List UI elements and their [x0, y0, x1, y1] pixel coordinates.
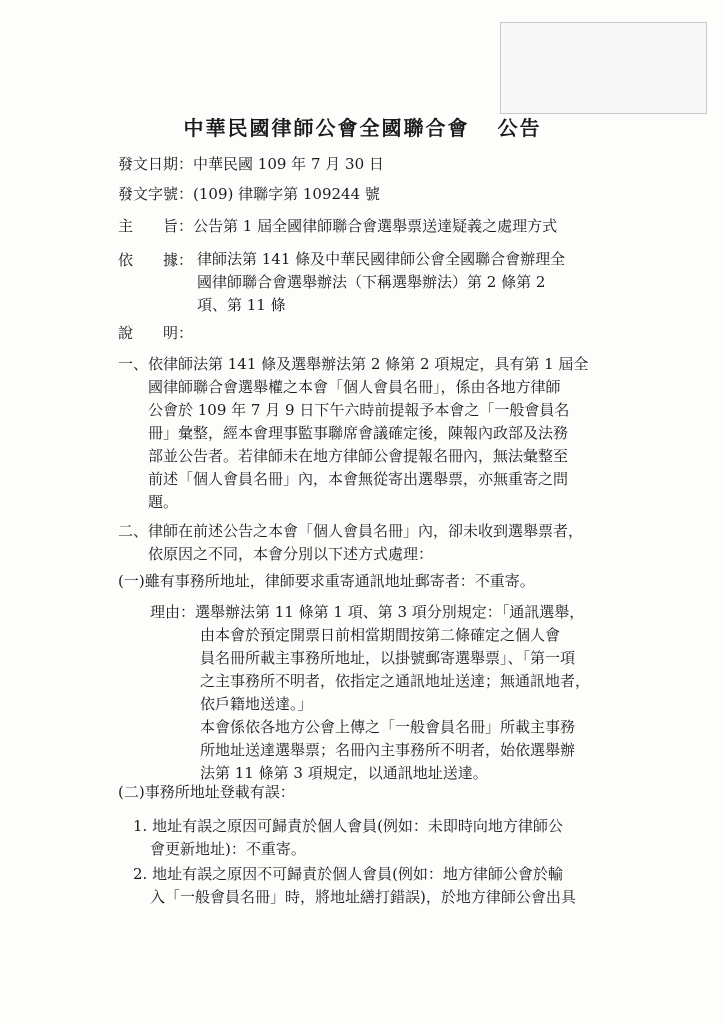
reason-line: 所地址送達選舉票；名冊內主事務所不明者，始依選舉辦 — [200, 741, 576, 759]
reason-line: 法第 11 條第 3 項規定，以通訊地址送達。 — [200, 764, 488, 782]
item-one-line: 1. 地址有誤之原因可歸責於個人會員(例如：未即時向地方律師公 — [133, 817, 563, 835]
basis-line: 國律師聯合會選舉辦法（下稱選舉辦法）第 2 條第 2 — [197, 273, 546, 291]
basis-line: 項、第 11 條 — [197, 296, 286, 314]
section-two-line: 二、律師在前述公告之本會「個人會員名冊」內，卻未收到選舉票者， — [118, 522, 584, 540]
issue-date-value: 中華民國 109 年 7 月 30 日 — [193, 155, 384, 173]
title-main: 中華民國律師公會全國聯合會 — [183, 116, 470, 140]
item-one-line: 會更新地址)：不重寄。 — [150, 840, 306, 858]
issue-date-label: 發文日期： — [118, 155, 194, 173]
title-suffix: 公告 — [497, 116, 542, 140]
reference-number-label: 發文字號： — [118, 185, 194, 203]
sub-one-reason — [150, 601, 590, 785]
issue-date-row — [118, 153, 384, 174]
section-two — [118, 520, 583, 566]
received-stamp-box — [500, 22, 707, 114]
basis-line: 律師法第 141 條及中華民國律師公會全國聯合會辦理全 — [197, 250, 566, 268]
section-one — [118, 353, 588, 514]
section-one-line: 冊」彙整，經本會理事監事聯席會議確定後，陳報內政部及法務 — [148, 424, 569, 442]
item-two-line: 2. 地址有誤之原因不可歸責於個人會員(例如：地方律師公會於輸 — [133, 865, 563, 883]
reason-line: 員名冊所載主事務所地址，以掛號郵寄選舉票」、「第一項 — [200, 649, 576, 667]
section-one-line: 部並公告者。若律師未在地方律師公會提報名冊內，無法彙整至 — [148, 447, 569, 465]
document-title — [0, 112, 725, 141]
reference-number-value: (109) 律聯字第 109244 號 — [193, 185, 380, 203]
basis-text — [197, 248, 565, 317]
reason-line: 理由：選舉辦法第 11 條第 1 項、第 3 項分別規定：「通訊選舉， — [150, 603, 585, 621]
sub-one-heading: (一)雖有事務所地址，律師要求重寄通訊地址郵寄者：不重寄。 — [118, 572, 535, 590]
section-one-line: 國律師聯合會選舉權之本會「個人會員名冊」，係由各地方律師 — [148, 378, 561, 396]
subject-value: 公告第 1 屆全國律師聯合會選舉票送達疑義之處理方式 — [193, 217, 558, 235]
reason-line: 依戶籍地送達。」 — [200, 695, 313, 713]
sub-two-heading: (二)事務所地址登載有誤： — [118, 783, 295, 801]
sub-two-item-two — [133, 863, 576, 909]
basis-label: 依 據： — [118, 251, 194, 269]
section-one-line: 一、依律師法第 141 條及選舉辦法第 2 條第 2 項規定，具有第 1 屆全 — [118, 355, 589, 373]
section-one-line: 前述「個人會員名冊」內，本會無從寄出選舉票，亦無重寄之問 — [148, 470, 569, 488]
reference-number-row — [118, 183, 380, 204]
explanation-label: 說 明： — [118, 324, 194, 342]
subject-row — [118, 215, 557, 236]
reason-line: 由本會於預定開票日前相當期間按第二條確定之個人會 — [200, 626, 561, 644]
reason-line: 本會係依各地方公會上傳之「一般會員名冊」所載主事務 — [200, 718, 576, 736]
item-two-line: 入「一般會員名冊」時，將地址繕打錯誤)，於地方律師公會出具 — [150, 888, 576, 906]
section-two-line: 依原因之不同，本會分別以下述方式處理： — [148, 545, 434, 563]
reason-line: 之主事務所不明者，依指定之通訊地址送達；無通訊地者， — [200, 672, 591, 690]
subject-label: 主 旨： — [118, 217, 194, 235]
section-one-line: 題。 — [148, 493, 179, 511]
sub-two-item-one — [133, 815, 563, 861]
section-one-line: 公會於 109 年 7 月 9 日下午六時前提報予本會之「一般會員名 — [148, 401, 570, 419]
